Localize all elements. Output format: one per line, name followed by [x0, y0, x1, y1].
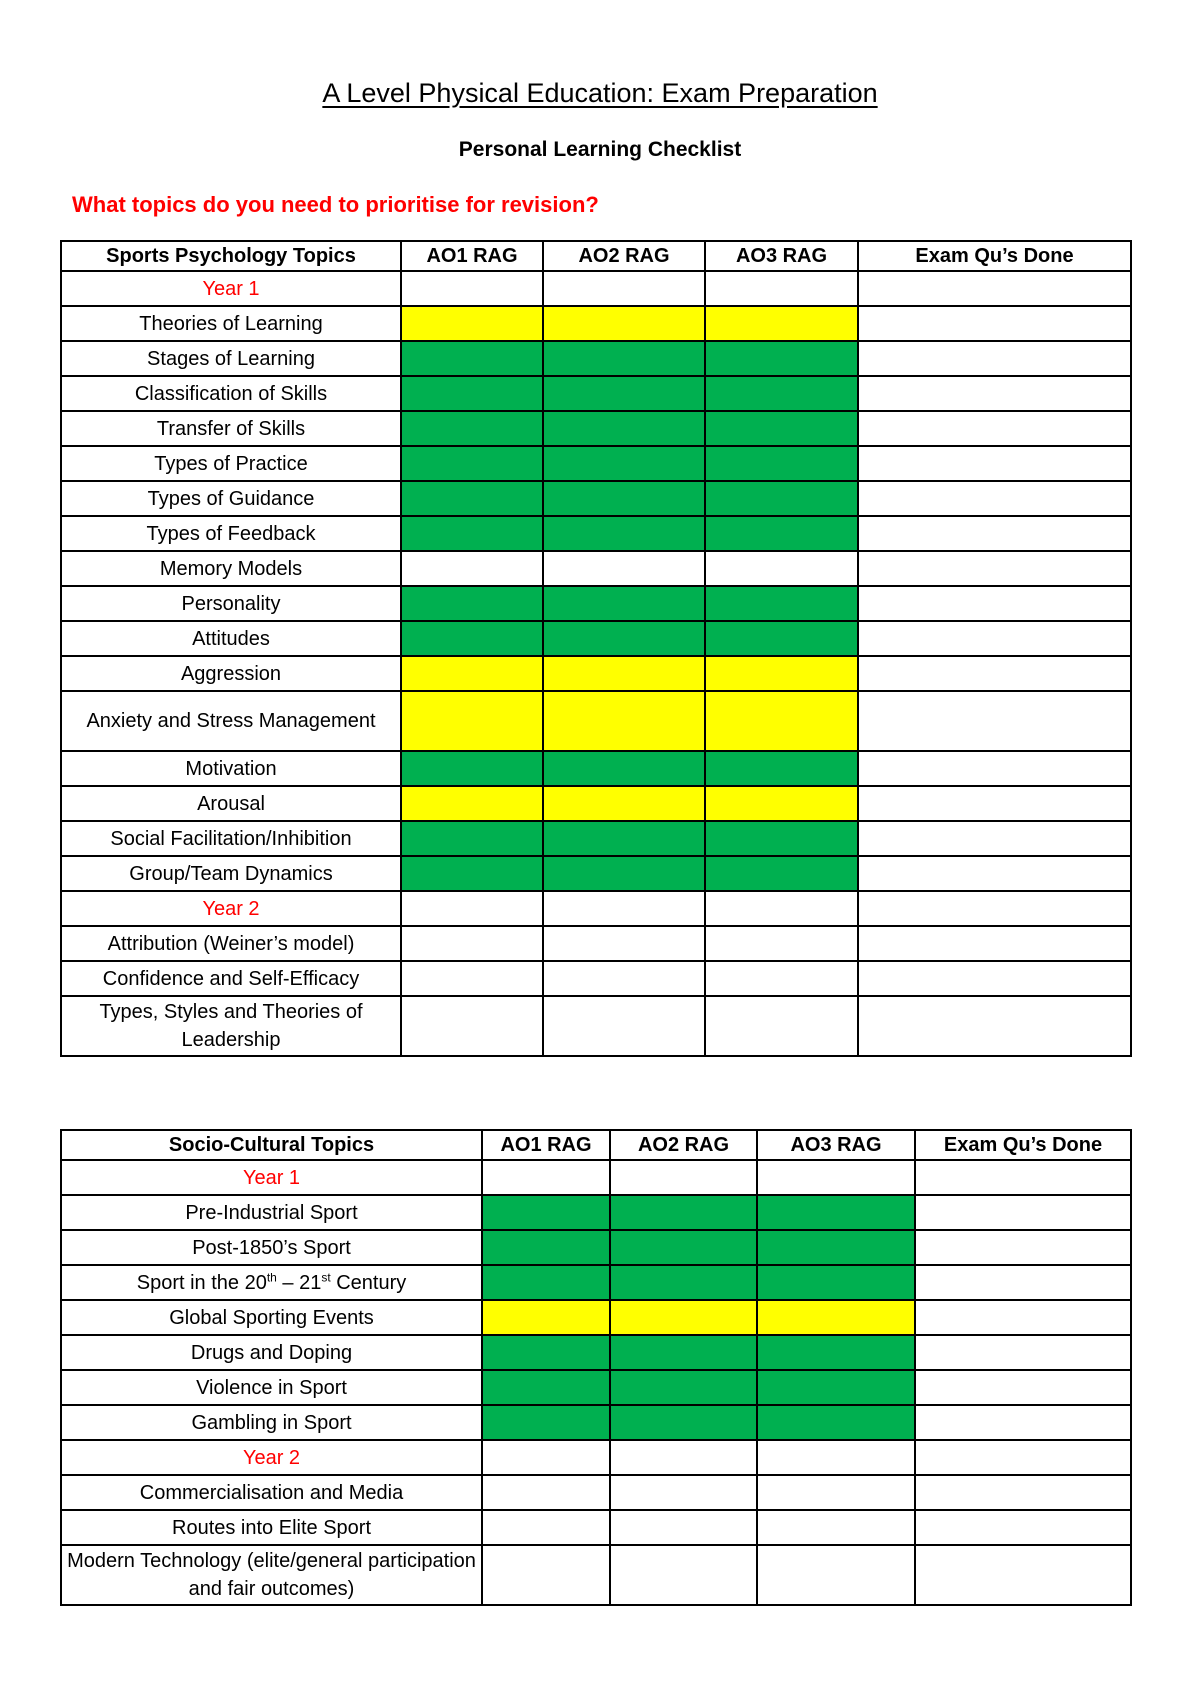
topic-name: Commercialisation and Media	[61, 1475, 482, 1510]
exam-questions-done-cell	[858, 926, 1131, 961]
ao3-rag-cell	[705, 306, 858, 341]
exam-questions-done-cell	[858, 751, 1131, 786]
ao3-rag-cell	[705, 996, 858, 1056]
exam-questions-done-cell	[858, 341, 1131, 376]
exam-questions-done-cell	[915, 1405, 1131, 1440]
exam-questions-done-cell	[858, 621, 1131, 656]
topic-row	[61, 821, 1131, 856]
ao2-rag-cell	[610, 1405, 757, 1440]
topic-name: Attitudes	[61, 621, 401, 656]
ao3-rag-cell	[705, 691, 858, 751]
exam-questions-done-cell	[915, 1440, 1131, 1475]
column-header: AO1 RAG	[482, 1130, 610, 1160]
topic-row	[61, 1300, 1131, 1335]
topic-name: Motivation	[61, 751, 401, 786]
topic-row	[61, 1545, 1131, 1605]
ao3-rag-cell	[705, 551, 858, 586]
ao1-rag-cell	[482, 1195, 610, 1230]
ao2-rag-cell	[543, 271, 705, 306]
table-header-row	[61, 1130, 1131, 1160]
topic-name: Modern Technology (elite/general participation and fair outcomes)	[61, 1545, 482, 1605]
ao3-rag-cell	[757, 1230, 915, 1265]
column-header: AO1 RAG	[401, 241, 543, 271]
exam-questions-done-cell	[915, 1160, 1131, 1195]
ao1-rag-cell	[401, 341, 543, 376]
ao2-rag-cell	[543, 961, 705, 996]
ao1-rag-cell	[482, 1160, 610, 1195]
ao3-rag-cell	[705, 271, 858, 306]
exam-questions-done-cell	[858, 551, 1131, 586]
topic-name: Routes into Elite Sport	[61, 1510, 482, 1545]
topic-row	[61, 586, 1131, 621]
ao1-rag-cell	[401, 821, 543, 856]
ao1-rag-cell	[401, 551, 543, 586]
ao3-rag-cell	[705, 411, 858, 446]
ao1-rag-cell	[401, 516, 543, 551]
ao3-rag-cell	[757, 1405, 915, 1440]
exam-questions-done-cell	[915, 1335, 1131, 1370]
topic-row	[61, 1230, 1131, 1265]
column-header: Socio-Cultural Topics	[61, 1130, 482, 1160]
ao2-rag-cell	[610, 1510, 757, 1545]
ao1-rag-cell	[401, 786, 543, 821]
ao3-rag-cell	[757, 1265, 915, 1300]
topic-row	[61, 376, 1131, 411]
topic-row	[61, 751, 1131, 786]
topic-name: Personality	[61, 586, 401, 621]
ao2-rag-cell	[543, 411, 705, 446]
ao1-rag-cell	[401, 856, 543, 891]
exam-questions-done-cell	[858, 786, 1131, 821]
ao3-rag-cell	[757, 1370, 915, 1405]
topic-name: Global Sporting Events	[61, 1300, 482, 1335]
exam-questions-done-cell	[858, 891, 1131, 926]
ao3-rag-cell	[757, 1160, 915, 1195]
column-header: AO2 RAG	[610, 1130, 757, 1160]
topic-row	[61, 446, 1131, 481]
year-label: Year 1	[61, 271, 401, 306]
ao1-rag-cell	[482, 1300, 610, 1335]
exam-questions-done-cell	[915, 1545, 1131, 1605]
topic-name: Sport in the 20th – 21st Century	[61, 1265, 482, 1300]
topic-name: Types, Styles and Theories of Leadership	[61, 996, 401, 1056]
ao2-rag-cell	[543, 306, 705, 341]
ao2-rag-cell	[543, 656, 705, 691]
exam-questions-done-cell	[858, 446, 1131, 481]
topic-row	[61, 856, 1131, 891]
topic-name: Social Facilitation/Inhibition	[61, 821, 401, 856]
topic-row	[61, 516, 1131, 551]
exam-questions-done-cell	[915, 1300, 1131, 1335]
ao2-rag-cell	[610, 1230, 757, 1265]
topic-row	[61, 1370, 1131, 1405]
topic-row	[61, 306, 1131, 341]
exam-questions-done-cell	[858, 691, 1131, 751]
topic-name: Types of Practice	[61, 446, 401, 481]
topic-row	[61, 1335, 1131, 1370]
ao2-rag-cell	[543, 551, 705, 586]
topic-row	[61, 341, 1131, 376]
exam-questions-done-cell	[915, 1370, 1131, 1405]
ao1-rag-cell	[482, 1545, 610, 1605]
year-row	[61, 891, 1131, 926]
socio-cultural-table	[60, 1129, 1132, 1606]
topic-row	[61, 656, 1131, 691]
ao3-rag-cell	[705, 586, 858, 621]
exam-questions-done-cell	[915, 1230, 1131, 1265]
topic-row	[61, 1265, 1131, 1300]
column-header: AO3 RAG	[705, 241, 858, 271]
column-header: Sports Psychology Topics	[61, 241, 401, 271]
year-row	[61, 271, 1131, 306]
ao3-rag-cell	[705, 891, 858, 926]
topic-name: Arousal	[61, 786, 401, 821]
exam-questions-done-cell	[858, 821, 1131, 856]
topic-name: Types of Feedback	[61, 516, 401, 551]
exam-questions-done-cell	[858, 961, 1131, 996]
ao3-rag-cell	[705, 786, 858, 821]
ao3-rag-cell	[705, 446, 858, 481]
topic-name: Post-1850’s Sport	[61, 1230, 482, 1265]
ao3-rag-cell	[705, 481, 858, 516]
ao1-rag-cell	[401, 481, 543, 516]
exam-questions-done-cell	[858, 271, 1131, 306]
ao2-rag-cell	[610, 1195, 757, 1230]
ao1-rag-cell	[482, 1230, 610, 1265]
ao2-rag-cell	[543, 691, 705, 751]
exam-questions-done-cell	[858, 856, 1131, 891]
ao3-rag-cell	[705, 856, 858, 891]
ao1-rag-cell	[482, 1440, 610, 1475]
exam-questions-done-cell	[858, 411, 1131, 446]
topic-row	[61, 481, 1131, 516]
ao1-rag-cell	[401, 621, 543, 656]
ao3-rag-cell	[757, 1300, 915, 1335]
topic-name: Violence in Sport	[61, 1370, 482, 1405]
topic-name: Group/Team Dynamics	[61, 856, 401, 891]
ao2-rag-cell	[543, 751, 705, 786]
ao2-rag-cell	[543, 446, 705, 481]
exam-questions-done-cell	[858, 586, 1131, 621]
year-label: Year 2	[61, 1440, 482, 1475]
ao3-rag-cell	[705, 961, 858, 996]
ao1-rag-cell	[482, 1475, 610, 1510]
ao3-rag-cell	[757, 1335, 915, 1370]
topic-name: Drugs and Doping	[61, 1335, 482, 1370]
ao1-rag-cell	[401, 926, 543, 961]
topic-name: Pre-Industrial Sport	[61, 1195, 482, 1230]
ao3-rag-cell	[757, 1545, 915, 1605]
ao2-rag-cell	[543, 516, 705, 551]
exam-questions-done-cell	[915, 1265, 1131, 1300]
ao1-rag-cell	[482, 1370, 610, 1405]
ao2-rag-cell	[543, 341, 705, 376]
topic-name: Anxiety and Stress Management	[61, 691, 401, 751]
ao1-rag-cell	[482, 1335, 610, 1370]
ao2-rag-cell	[543, 376, 705, 411]
topic-name: Classification of Skills	[61, 376, 401, 411]
ao2-rag-cell	[610, 1265, 757, 1300]
year-label: Year 1	[61, 1160, 482, 1195]
ao2-rag-cell	[610, 1440, 757, 1475]
topic-row	[61, 1405, 1131, 1440]
topic-name: Confidence and Self-Efficacy	[61, 961, 401, 996]
exam-questions-done-cell	[915, 1195, 1131, 1230]
ao2-rag-cell	[543, 996, 705, 1056]
ao2-rag-cell	[610, 1475, 757, 1510]
exam-questions-done-cell	[858, 376, 1131, 411]
exam-questions-done-cell	[915, 1510, 1131, 1545]
ao1-rag-cell	[401, 751, 543, 786]
ao2-rag-cell	[543, 481, 705, 516]
topic-row	[61, 411, 1131, 446]
exam-questions-done-cell	[858, 516, 1131, 551]
ao2-rag-cell	[543, 821, 705, 856]
topic-name: Stages of Learning	[61, 341, 401, 376]
ao1-rag-cell	[482, 1510, 610, 1545]
ao2-rag-cell	[543, 891, 705, 926]
exam-questions-done-cell	[858, 996, 1131, 1056]
table-header-row	[61, 241, 1131, 271]
ao1-rag-cell	[401, 446, 543, 481]
topic-row	[61, 961, 1131, 996]
topic-row	[61, 1510, 1131, 1545]
ao1-rag-cell	[401, 961, 543, 996]
page-subtitle: Personal Learning Checklist	[458, 138, 742, 161]
sports-psychology-table	[60, 240, 1132, 1057]
ao1-rag-cell	[401, 271, 543, 306]
year-row	[61, 1440, 1131, 1475]
ao2-rag-cell	[610, 1545, 757, 1605]
ao1-rag-cell	[401, 306, 543, 341]
ao2-rag-cell	[543, 856, 705, 891]
year-label: Year 2	[61, 891, 401, 926]
topic-name: Theories of Learning	[61, 306, 401, 341]
topic-name: Gambling in Sport	[61, 1405, 482, 1440]
exam-questions-done-cell	[858, 656, 1131, 691]
revision-question: What topics do you need to prioritise for revision?	[72, 192, 599, 217]
column-header: Exam Qu’s Done	[915, 1130, 1131, 1160]
ao1-rag-cell	[401, 656, 543, 691]
topic-name: Aggression	[61, 656, 401, 691]
ao1-rag-cell	[401, 376, 543, 411]
ao1-rag-cell	[401, 891, 543, 926]
ao2-rag-cell	[543, 786, 705, 821]
ao3-rag-cell	[757, 1440, 915, 1475]
topic-row	[61, 926, 1131, 961]
topic-row	[61, 1195, 1131, 1230]
ao3-rag-cell	[705, 926, 858, 961]
ao3-rag-cell	[705, 341, 858, 376]
year-row	[61, 1160, 1131, 1195]
ao3-rag-cell	[705, 516, 858, 551]
exam-questions-done-cell	[858, 306, 1131, 341]
topic-row	[61, 621, 1131, 656]
topic-name: Transfer of Skills	[61, 411, 401, 446]
ao1-rag-cell	[401, 691, 543, 751]
topic-name: Memory Models	[61, 551, 401, 586]
topic-row	[61, 691, 1131, 751]
ao2-rag-cell	[610, 1335, 757, 1370]
ao3-rag-cell	[705, 621, 858, 656]
ao3-rag-cell	[705, 751, 858, 786]
exam-questions-done-cell	[915, 1475, 1131, 1510]
ao3-rag-cell	[757, 1510, 915, 1545]
ao3-rag-cell	[705, 376, 858, 411]
ao1-rag-cell	[482, 1405, 610, 1440]
ao2-rag-cell	[543, 621, 705, 656]
ao1-rag-cell	[401, 996, 543, 1056]
ao1-rag-cell	[482, 1265, 610, 1300]
topic-row	[61, 996, 1131, 1056]
ao1-rag-cell	[401, 586, 543, 621]
ao2-rag-cell	[610, 1370, 757, 1405]
ao3-rag-cell	[705, 656, 858, 691]
topic-name: Attribution (Weiner’s model)	[61, 926, 401, 961]
exam-questions-done-cell	[858, 481, 1131, 516]
column-header: Exam Qu’s Done	[858, 241, 1131, 271]
page-title: A Level Physical Education: Exam Preparation	[322, 78, 878, 108]
ao2-rag-cell	[543, 586, 705, 621]
topic-row	[61, 786, 1131, 821]
ao1-rag-cell	[401, 411, 543, 446]
column-header: AO2 RAG	[543, 241, 705, 271]
column-header: AO3 RAG	[757, 1130, 915, 1160]
topic-name: Types of Guidance	[61, 481, 401, 516]
topic-row	[61, 551, 1131, 586]
ao3-rag-cell	[757, 1475, 915, 1510]
ao3-rag-cell	[705, 821, 858, 856]
ao2-rag-cell	[543, 926, 705, 961]
ao2-rag-cell	[610, 1160, 757, 1195]
ao3-rag-cell	[757, 1195, 915, 1230]
ao2-rag-cell	[610, 1300, 757, 1335]
topic-row	[61, 1475, 1131, 1510]
